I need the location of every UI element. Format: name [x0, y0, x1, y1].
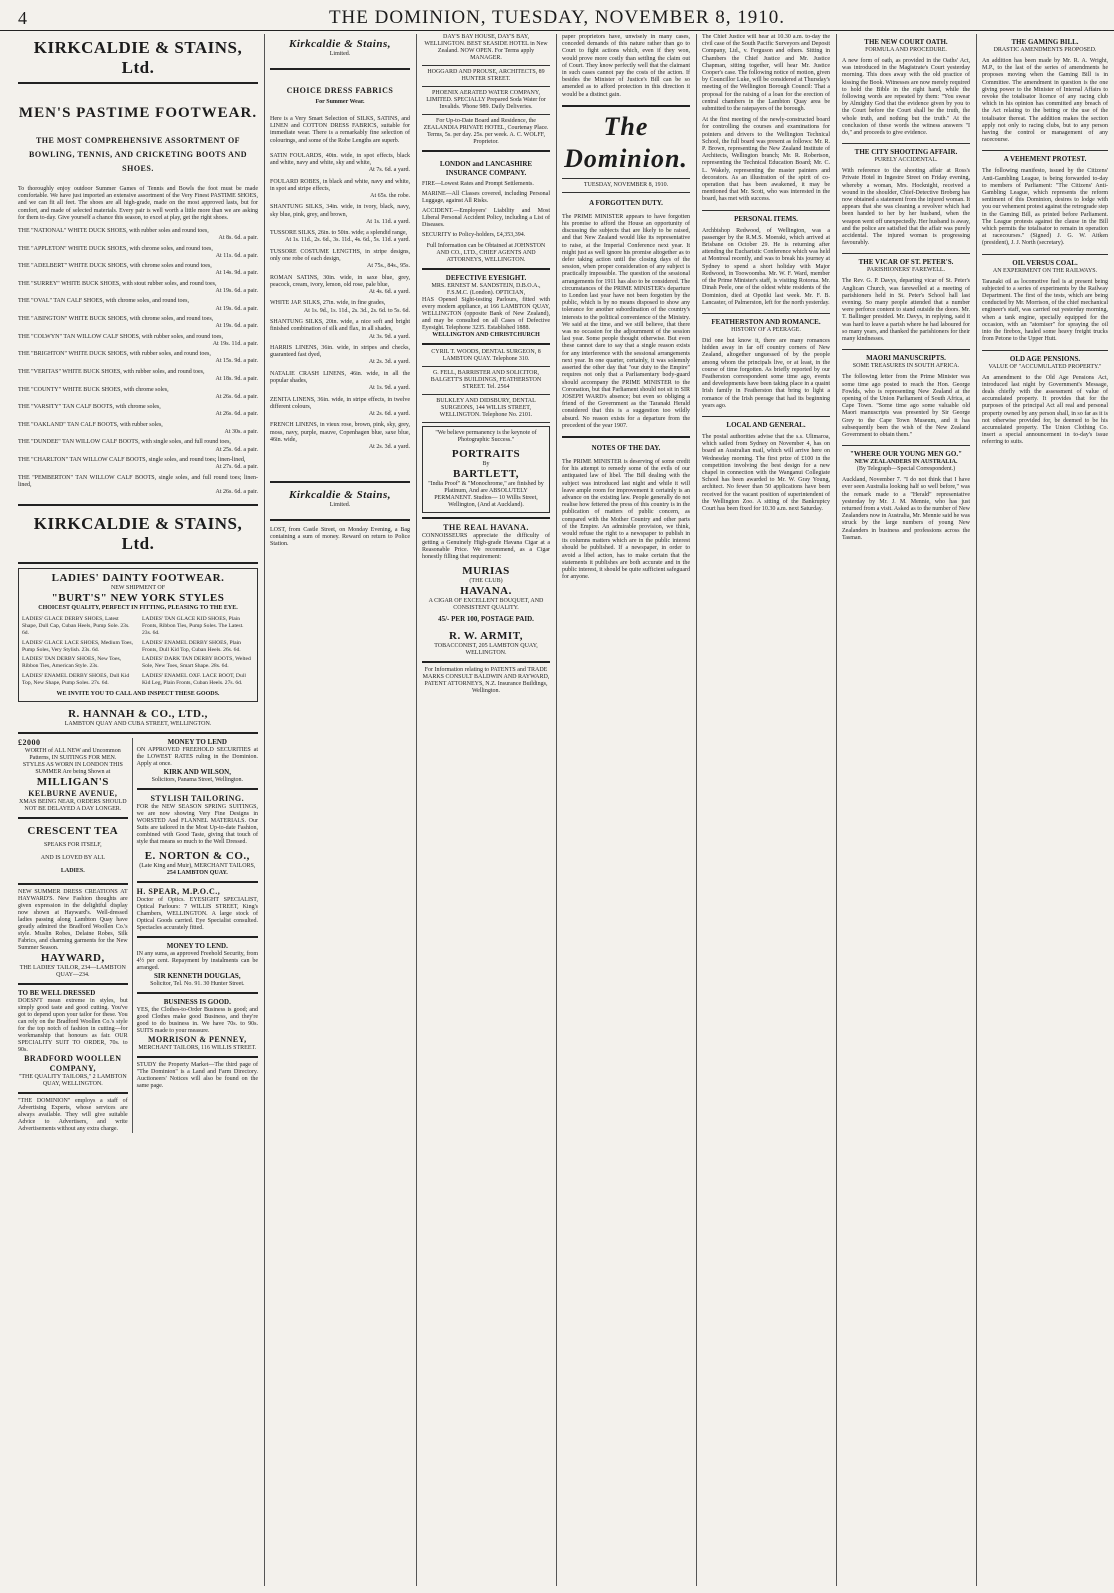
item-name: FRENCH LINENS, in vieux rose, brown, pink, sky, grey, moss, navy, purple, mauve, Copenhagen blue, saxe blue, 46in. wide,: [270, 422, 410, 443]
item-name: THE "SURREY" WHITE BUCK SHOES, with stout rubber soles, and round toes,: [18, 280, 217, 287]
advert-text: YES, the Clothes-to-Order Business is good; and good Clothes make good Business, and they're good to do business in. We have 70s. to 90s. SUITS made to your measure.: [136, 1006, 258, 1034]
advert-text: DOESN'T mean extreme in styles, but simply good taste and good cutting. You've got to depend upon your tailor for these. You can rely on the Bradford Woollen Co.'s style for the top notch of fashion in cutting—for workmanship that honours as fair. OUR SPECIALITY SUIT TO ORDER, 70s. to 90s.: [18, 997, 128, 1053]
advert-note: XMAS BEING NEAR, ORDERS SHOULD NOT BE DELAYED A DAY LONGER.: [19, 798, 127, 812]
item-name: NATALIE CRASH LINENS, 46in. wide, in all the popular shades,: [270, 370, 410, 384]
advert-brand-sub: Limited.: [329, 51, 351, 57]
item-price: At 3s. 9d. a yard.: [368, 333, 410, 340]
advert-text: Full Information can be Obtained at JOHNSTON AND CO., LTD., CHIEF AGENTS AND ATTORNEYS, WELLINGTON.: [426, 243, 546, 263]
section-subtitle: AN EXPERIMENT ON THE RAILWAYS.: [992, 267, 1098, 274]
article-text: An addition has been made by Mr. R. A. Wright, M.P., to the last of the series of amendments he proposes moving when the Gaming Bill is in Committee. The amendment in question is the one giving power to the Minister of Internal Affairs to revoke the totalisator licence of any racing club which in his opinion has committed any breach of the Act relating to the betting or the use of the totalisator thereat. The addition makes the section apply not only to racing clubs, but to any person having the control or management of any racecourse.: [982, 58, 1108, 144]
advert-title: BARTLETT,: [453, 468, 519, 480]
advert-title: R. W. ARMIT,: [449, 630, 523, 642]
advert-text: A CIGAR OF EXCELLENT BOUQUET, AND CONSISTENT QUALITY.: [428, 598, 544, 611]
advert-text: (Late King and Muir), MERCHANT TAILORS,: [139, 862, 256, 869]
list-item: [18, 422, 258, 437]
list-item: [18, 281, 258, 296]
list-item: LADIES' TAN GLACE KID SHOES, Plain Fronts, Ribbon Ties, Pump Soles. The Latest. 23s. 6d.: [142, 616, 244, 636]
advert-address: 254 LAMBTON QUAY.: [166, 869, 228, 876]
card-list: [422, 349, 550, 423]
newspaper-logo: The Dominion.: [564, 111, 688, 173]
item-price: At 14s. 9d. a pair.: [215, 270, 258, 277]
notice-item: HOGGARD AND PROUSE, ARCHITECTS, 89 HUNTER STREET.: [427, 69, 545, 82]
column-rule: [976, 34, 977, 1586]
list-item: [270, 249, 410, 271]
advert-title: BUSINESS IS GOOD.: [163, 997, 231, 1006]
advert-title: HAYWARD,: [40, 951, 105, 964]
col1-lower-row: [18, 738, 258, 1133]
section-subtitle: HISTORY OF A PEERAGE.: [731, 326, 801, 333]
list-item: [18, 351, 258, 366]
list-item: [18, 457, 258, 472]
advert-title: MURIAS: [462, 565, 510, 577]
list-item: [270, 371, 410, 393]
fabric-list: [270, 153, 410, 452]
advert-headline: MEN'S PASTIME FOOTWEAR.: [18, 105, 258, 121]
leader-text: The PRIME MINISTER appears to have forgotten his promise to afford the House an opportunity of discussing the subjects that are likely to be raised, and that New Zealand would like its representative to raise, at the Imperial Conference next year. It might just as well ignore his promise altogether as to defer taking action until the closing days of the session, when proper consideration of any subject is practically impossible. The question of the sessional arrangements for 1911 has also to be considered. The circumstances of the PRIME MINISTER's departure to London last year have not been forgotten by the public, which is by no means disposed to show any tolerance for another subordination of the country's interests to the political convenience of the Ministry. We said at the time, and we still believe, that there was no occasion for the adjournment of the session last year. Some people thought otherwise. But even these cannot dare to say that a single reason exists for any interference with the sessional arrangements next year. In one quarter, certainly, it was solemnly asserted the other day that "our duty to the Empire" requires not only that a Parliamentary body-guard should accompany the PRIME MINISTER to the Coronation, but that Parliament should not sit in SIR JOSEPH WARD's absence; but even so obliging a friend of the Government as the Taranaki Herald considered that this is a suggestion too wildly absurd. No reason exists for a departure from the precedent of the year 1907.: [562, 213, 690, 429]
list-item: [18, 404, 258, 419]
item-price: At 26s. 6d. a pair.: [215, 393, 258, 400]
column-6: [842, 34, 970, 1586]
advert-intro: Here is a Very Smart Selection of SILKS, SATINS, and LINEN and COTTON DRESS FABRICS, suitable for immediate wear. There is a remarkably fine selection of colourings, and some of the Robe Lengths are superb.: [270, 116, 410, 144]
section-subtitle: NEW ZEALANDERS IN AUSTRALIA.: [854, 459, 958, 466]
list-item: [18, 298, 258, 313]
item-name: THE "VERITAS" WHITE BUCK SHOES, with rubber soles, and round toes,: [18, 368, 205, 375]
ladies-footwear-advert: [18, 568, 258, 701]
advert-lead: TO BE WELL DRESSED: [18, 988, 96, 997]
section-subtitle: PURELY ACCIDENTAL.: [874, 157, 938, 164]
article-text: Auckland, November 7. "I do not think that I have ever seen Australia looking half so well before," was the remark made to a "Herald" representative yesterday by Mr. J. M. Mennie, who has just returned from a visit. Asked as to the number of New Zealanders now in Australia, Mr. Mennie said he was struck by the large numbers of young New Zealanders in business and professions across the Tasman.: [842, 477, 970, 541]
advert-subhead: NEW SHIPMENT OF: [110, 585, 166, 592]
item-name: THE "OAKLAND" TAN CALF BOOTS, with rubber soles,: [18, 421, 163, 428]
advert-address: LAMBTON QUAY AND CUBA STREET, WELLINGTON.: [64, 720, 212, 727]
card-item: G. FELL, BARRISTER AND SOLICITOR, BALGETT'S BUILDINGS, FEATHERSTON STREET. Tel. 2564: [430, 370, 542, 390]
column-4: [562, 34, 690, 1586]
section-title: LOCAL AND GENERAL.: [726, 420, 806, 429]
item-name: THE "NATIONAL" WHITE DUCK SHOES, with rubber soles and round toes,: [18, 228, 209, 235]
advert-subhead: "BURT'S" NEW YORK STYLES: [51, 592, 225, 605]
article-text: At the first meeting of the newly-constructed board for controlling the courses and examinations for pointers and drivers to the Wellington Technical School, the full board was present as follows: Mr. R. P. Brown, representing the New Zealand Institute of Architects, Wellington branch; Mr. R. Robertson, representing the Technical Education Board; Mr. C. L. Wakely, representing the master painters and decorators. As an illustration of the spirit of co-operation that has been awakened, it may be mentioned that Mr. Scott, who was interested in the board, has met with success.: [702, 117, 830, 203]
notes-text: The PRIME MINISTER is deserving of some credit for his attempt to remedy some of the evils of our antiquated law of libel. The Bill dealing with the subject was introduced last night and while it will leave ample room for improvement it certainly is an advance on the existing law. People generally do not realise how fettered the press of this country is in the publication of matters of public concern, as compared with the Mother Country and other parts of the Empire. An admirable provision, we think, would refuse the right to a newspaper to publish in its columns matters which are in the public interest should be published. If a newspaper, in order to avoid a libel action, has to make certain that the statements it publishes are both accurate and in the public interest, it should be quite sufficient safeguard for anyone.: [562, 458, 690, 581]
advert-title: HAVANA.: [460, 585, 512, 597]
list-item: [270, 153, 410, 175]
advert-text: FOR the NEW SEASON SPRING SUITINGS, we are now showing Very Fine Designs in WORSTED And FLANNEL MATERIALS. Our Suits are tailored in the Most Up-to-date Fashion, combined with Good Taste, giving that touch of style that means so much to the Well Dressed.: [136, 803, 258, 845]
list-item: [270, 230, 410, 245]
section-subtitle: PARISHIONERS' FAREWELL.: [866, 267, 946, 274]
section-title: PERSONAL ITEMS.: [734, 214, 798, 223]
advert-text: (THE CLUB): [469, 578, 503, 584]
column-2: [270, 34, 410, 1586]
section-subtitle: VALUE OF "ACCUMULATED PROPERTY.": [988, 363, 1102, 370]
section-title: OIL VERSUS COAL.: [1012, 258, 1078, 267]
advert-address: Solicitor, Tel. No. 91. 30 Hunter Street.: [150, 980, 245, 987]
advert-headline: LADIES' DAINTY FOOTWEAR.: [51, 572, 225, 585]
item-price: At 18s. 9d. a pair.: [215, 376, 258, 383]
advert-text: "THE DOMINION" employs a staff of Advertising Experts, whose services are always available. They will give suitable Advice to Advertisers, and write Advertisements without any extra charge.: [18, 1097, 128, 1132]
advert-title: THE REAL HAVANA.: [443, 523, 529, 532]
item-name: TUSSORE SILKS, 26in. to 50in. wide; a splendid range,: [270, 230, 407, 237]
list-item: [18, 246, 258, 261]
section-subtitle: SOME TREASURES IN SOUTH AFRICA.: [852, 363, 960, 370]
section-title: MAORI MANUSCRIPTS.: [866, 354, 946, 363]
advert-title: CRESCENT TEA: [27, 824, 119, 837]
item-name: THE "APPLETON" WHITE DUCK SHOES, with chrome soles, and round toes,: [18, 245, 213, 252]
col1-lower-left: [18, 738, 128, 1133]
list-item: FIRE—Lowest Rates and Prompt Settlements.: [422, 181, 534, 187]
col1-lower-right: [132, 738, 258, 1133]
article-text: Archbishop Redwood, of Wellington, was a passenger by the R.M.S. Moeraki, which arrived at Brisbane on October 29. He is returning after attending the Eucharistic Conference which was held at Montreal recently, and was to break his journey at Sydney to spend a short holiday with Major Redwood, in Toowoomba. Mr. W. F. Ward, member of the Prime Minister's staff, is visiting Rotorua. Mr. Dinah Peele, one of the oldest white residents of the Dominion, died at Opotiki last week. Mr. F. B. Lancaster, of Palmerston, left for the north yesterday.: [702, 227, 830, 306]
item-name: WHITE JAP. SILKS, 27in. wide, in fine grades,: [270, 300, 386, 307]
item-price: At 19s. 6d. a pair.: [215, 323, 258, 330]
list-item: [270, 300, 410, 315]
advert-brand: Kirkcaldie & Stains,: [289, 489, 391, 502]
item-name: THE "OVAL" TAN CALF SHOES, with chrome soles, and round toes,: [18, 298, 190, 305]
advert-address: WELLINGTON AND CHRISTCHURCH: [432, 332, 540, 338]
advert-title: LONDON and LANCASHIRE INSURANCE COMPANY.: [439, 160, 533, 177]
list-item: [270, 319, 410, 341]
item-price: At 2s. 3d. a yard.: [368, 443, 410, 450]
section-subtitle: FORMULA AND PROCEDURE.: [865, 47, 947, 53]
divider: [422, 422, 550, 423]
advert-text: CONNOISSEURS appreciate the difficulty of getting a Genuinely High-grade Havana Cigar at a Reasonable Price. We recommend, as a Cigar honestly filling that requirement:: [422, 533, 550, 560]
item-name: THE "ABINGTON" WHITE BUCK SHOES, with chrome soles, and round toes,: [18, 316, 214, 323]
advert-title: MONEY TO LEND: [167, 737, 227, 746]
advert-title: PORTRAITS: [451, 448, 521, 460]
advert-title: H. SPEAR, M.P.O.C.,: [136, 886, 221, 896]
masthead-title: THE DOMINION, TUESDAY, NOVEMBER 8, 1910.: [328, 7, 786, 28]
advert-text: IN any sums, as approved Freehold Security, from 4½ per cent. Repayment by instalments can be arranged.: [136, 950, 258, 971]
notice-item: PHOENIX AERATED WATER COMPANY, LIMITED. SPECIALLY Prepared Soda Water for Invalids. 'Phone 989. Daily Deliveries.: [426, 90, 546, 110]
section-title: OLD AGE PENSIONS.: [1009, 354, 1081, 363]
item-name: THE "VARSITY" TAN CALF BOOTS, with chrome soles,: [18, 404, 161, 411]
divider: [422, 366, 550, 367]
list-item: [270, 204, 410, 226]
advert-brand-sub: Limited.: [329, 502, 351, 509]
advert-title: MONEY TO LEND.: [166, 941, 228, 950]
item-name: THE "COUNTY" WHITE BUCK SHOES, with chrome soles,: [18, 386, 169, 393]
advert-title: STYLISH TAILORING.: [150, 793, 245, 803]
item-price: At 26s. 6d. a pair.: [215, 411, 258, 418]
advert-address: TOBACCONIST, 205 LAMBTON QUAY, WELLINGTON.: [434, 643, 538, 656]
column-1: [18, 34, 258, 1586]
list-item: [18, 387, 258, 402]
article-text: Taranaki oil as locomotive fuel is at present being subjected to a series of experiments by the Railway Department. The first of the tests, which are being conducted by Mr. Morrison, of the chief mechanical engineer's staff, was carried out yesterday morning, when a tank engine, specially equipped for the occasion, with an "atomiser" for spraying the oil into the firebox, hauled some heavy freight trucks from Petone to the Upper Hutt.: [982, 278, 1108, 343]
item-price: At 19s. 6d. a pair.: [215, 305, 258, 312]
list-item: LADIES' GLACE LACE SHOES, Medium Toes, Pump Soles, Very Stylish. 23s. 6d.: [22, 639, 133, 653]
column-rule: [416, 34, 417, 1586]
advert-title: SIR KENNETH DOUGLAS,: [154, 971, 241, 980]
item-price: At 1s. 11d., 2s. 6d., 3s. 11d., 4s. 6d., 5s. 11d. a yard.: [285, 237, 410, 244]
item-price: At 75s., 84s., 95s.: [366, 263, 410, 270]
section-title: THE CITY SHOOTING AFFAIR.: [854, 148, 958, 157]
insurance-list: [422, 181, 550, 239]
article-text: The following letter from the Prime Minister was some time ago posted to reach the Hon. George Fowlds, who is representing New Zealand at the opening of the Union Parliament of South Africa, at Cape Town. "Some time ago some valuable old Maori manuscripts was presented by Sir George Grey to the Cape Town Museum, and it has subsequently been the wish of the New Zealand Government to obtain them.": [842, 374, 970, 438]
advert-brand: KIRKCALDIE & STAINS, Ltd.: [33, 514, 243, 554]
advert-quote: "We believe permanency is the keynote of Photographic Success.": [435, 430, 537, 443]
page-number: 4: [18, 8, 27, 28]
advert-text: LADIES.: [60, 867, 85, 874]
list-item: [270, 345, 410, 367]
notes-title: NOTES OF THE DAY.: [591, 443, 661, 452]
column-rule: [696, 34, 697, 1586]
list-item: LADIES' ENAMEL OXF. LACE BOOT, Dull Kid Leg, Plain Fronts, Cuban Heels. 27s. 6d.: [142, 672, 246, 686]
advert-address: "THE QUALITY TAILORS," 2 LAMBTON QUAY, WELLINGTON.: [18, 1073, 127, 1087]
item-name: ROMAN SATINS, 30in. wide, in saxe blue, grey, peacock, cream, ivory, lemon, old rose, pale blue,: [270, 274, 410, 288]
article-text: The following manifesto, issued by the Citizens' Anti-Gambling League, is being forwarded to-day to members of Parliament: "The Citizens' Anti-Gambling League, which represents the reform sentiment of this Dominion, desires to lodge with you our vehement protest against the retrograde step in the Gaming Bill, as printed before Parliament. The League protests against the clause in the Bill which permits the totalisator to remain in operation at racecourses." (Signed) J. G. W. Aitken (president), J. J. North (secretary).: [982, 168, 1108, 247]
list-item: [18, 475, 258, 497]
byline: (By Telegraph—Special Correspondent.): [856, 466, 956, 473]
advert-headline: CHOICE DRESS FABRICS: [286, 86, 394, 95]
notice-list: [422, 34, 550, 146]
section-title: A VEHEMENT PROTEST.: [1003, 155, 1087, 164]
item-name: THE "BRIGHTON" WHITE DUCK SHOES, with rubber soles, and round toes,: [18, 351, 211, 358]
advert-text: WORTH of ALL NEW and Uncommon Patterns, IN SUITINGS FOR MEN. STYLES AS WORN IN LONDON THIS SUMMER Are being Shown at: [22, 747, 123, 775]
item-price: At 27s. 6d. a pair.: [215, 464, 258, 471]
item-name: THE "DUNDEE" TAN WILLOW CALF BOOTS, with single soles, and full round toes,: [18, 439, 231, 446]
item-price: At 65s. the robe.: [370, 193, 410, 200]
card-item: BULKLEY AND DIDSBURY, DENTAL SURGEONS, 144 WILLIS STREET, WELLINGTON. Telephone No. 2101.: [436, 398, 536, 418]
lost-notice: LOST, from Castle Street, on Monday Evening, a Bag containing a sum of money. Reward on return to Police Station.: [270, 527, 410, 548]
advert-subhead: THE MOST COMPREHENSIVE ASSORTMENT OF BOWLING, TENNIS, AND CRICKETING BOOTS AND SHOES.: [29, 136, 247, 173]
column-rule: [264, 34, 265, 1586]
article-text: Did one but know it, there are many romances hidden away in far off country corners of New Zealand, altogether unguessed of by the people among whom the principals live, or at least, in the course of time forgotten. As briefly reported by our Featherston correspondent some time ago, events and developments have been taking place in a quaint Irish family in Featherston that bring to light a romance of the Irish peerage that had its beginning years ago.: [702, 337, 830, 409]
item-price: At 25s. 6d. a pair.: [215, 446, 258, 453]
advert-text: Doctor of Optics. EYESIGHT SPECIALIST, Optical Parlours: 7 WILLIS STREET, King's Chambers, WELLINGTON. A large stock of Optical Goods carried. Eye Specialist consulted. Spectacles accurately fitted.: [136, 896, 258, 931]
item-price: At 11s. 6d. a pair.: [215, 252, 258, 259]
column-rule: [836, 34, 837, 1586]
item-price: At 2s. 3d. a yard.: [368, 359, 410, 366]
leader-title: A FORGOTTEN DUTY.: [589, 198, 663, 207]
item-price: At 4s. 6d. a yard.: [368, 289, 410, 296]
section-title: THE NEW COURT OATH.: [864, 38, 948, 46]
list-item: [270, 179, 410, 201]
advert-text: MRS. ERNEST M. SANDSTEIN, D.B.O.A., F.S.M.C. (London). OPTICIAN,: [431, 283, 541, 296]
item-name: THE "PEMBERTON" TAN WILLOW CALF BOOTS, single soles, and full round toes; linen-lined,: [18, 474, 258, 488]
advert-title: DEFECTIVE EYESIGHT.: [445, 274, 527, 282]
advert-title: MORRISON & PENNEY,: [147, 1034, 247, 1044]
list-item: [18, 316, 258, 331]
item-name: TUSSORE COSTUME LENGTHS, in stripe designs, only one robe of each design,: [270, 248, 410, 263]
card-item: CYRIL T. WOODS, DENTAL SURGEON, 8 LAMBTON QUAY. Telephone 310.: [431, 349, 541, 362]
list-item: ACCIDENT.—Employers' Liability and Most Liberal Personal Accident Policy, including a List of Diseases.: [422, 208, 550, 228]
article-text: With reference to the shooting affair at Ross's Private Hotel in Ingestre Street on Friday evening, whereby a woman, Mrs. Hocknight, received a wound in the shoulder, Chief-Detective Broberg has now obtained a statement from the injured woman. It appears that she was cleaning a revolver which had been handed to her by her husband, when the weapon went off unexpectedly. Her husband is away, and the police are satisfied that the affair was purely accidental. The injured woman is progressing favourably.: [842, 168, 970, 247]
advert-text: ON APPROVED FREEHOLD SECURITIES at the LOWEST RATES ruling in the Dominion. Apply at once.: [136, 746, 258, 767]
item-price: At 1s. 9d. a yard.: [368, 385, 410, 392]
list-item: [270, 397, 410, 419]
item-price: At 19s. 6d. a pair.: [215, 288, 258, 295]
advert-address: KELBURNE AVENUE,: [28, 788, 118, 798]
advert-footer: WE INVITE YOU TO CALL AND INSPECT THESE GOODS.: [56, 690, 220, 697]
section-title: "WHERE OUR YOUNG MEN GO.": [850, 450, 962, 459]
advert-address: THE LADIES' TAILOR, 234—LAMBTON QUAY—234.: [19, 964, 126, 978]
item-price: At 19s. 11d. a pair.: [212, 340, 258, 347]
list-item: LADIES' DARK TAN DERBY BOOTS, Welted Sole, New Toes, Smart Shape. 28s. 6d.: [142, 656, 251, 670]
item-price: At 8s. 6d. a pair.: [218, 235, 258, 242]
list-item: LADIES' ENAMEL DERBY SHOES, Plain Fronts, Dull Kid Top, Cuban Heels. 26s. 6d.: [142, 639, 241, 653]
item-price: At 1s. 9d., 1s. 11d., 2s. 3d., 2s. 6d. to 5s. 6d.: [303, 307, 410, 314]
article-text: A new form of oath, as provided in the Oaths' Act, was introduced in the Magistrate's Court yesterday morning. This does away with the old practice of kissing the Book. Witnesses are now merely required to hold the Bible in the right hand, while the following words are repeated by them: "You swear by Almighty God that the evidence given by you to the Court before the Court shall be the truth, the whole truth, and nothing but the truth." At the conclusion of these words the witness answers "I do," and proceeds to give evidence.: [842, 58, 970, 137]
article-text: The Chief Justice will hear at 10.30 a.m. to-day the civil case of the South Pacific Surveyors and Deposit Company, Ltd., v. Ferguson and others. Sitting in Chambers the Chief Justice and Mr. Justice Chapman, sitting together, will hear Mr. Justice Cooper's case. The following notice of motion, given by Councillor Luke, will be considered at Thursday's meeting of the Wellington Borough Council: That a proposal for the raising of a loan for the erection of central chambers in the Lambton Quay area be submitted to the ratepayers of the borough.: [702, 34, 830, 113]
article-text: The Rev. G. P. Davys, departing vicar of St. Peter's Anglican Church, was farewelled at a meeting of parishioners held in St. Peter's School hall last evening. So many people attended that a number were perforce content to stand outside the doors. Mr. T. Ballinger presided. Mr. Davys, in replying, said it was hard to leave a parish where he had laboured for so many years, and thanked the parishioners for their many kindnesses.: [842, 278, 970, 343]
advert-title: R. HANNAH & CO., LTD.,: [68, 707, 208, 720]
advert-price: 45/- PER 100, POSTAGE PAID.: [438, 615, 534, 623]
advert-brand: Kirkcaldie & Stains,: [289, 38, 391, 50]
list-item: [18, 228, 258, 243]
item-name: ZENITA LINENS, 36in. wide, in stripe effects, in twelve different colours,: [270, 396, 410, 410]
section-title: FEATHERSTON AND ROMANCE.: [711, 317, 821, 326]
section-title: THE GAMING BILL.: [1011, 38, 1079, 46]
advert-text: "India Proof" & "Monochrome," are finished by Platinum, And are ABSOLUTELY PERMANENT. Studios— 10 Willis Street, Wellington, (And at Auckland).: [428, 481, 544, 508]
article-text: paper proprietors have, unwisely in many cases, conceded demands of this nature rather than go to Court to fight actions which, even if they won, would prove more costly than settling the claim out of Court. They know perfectly well that the claimant in such cases cannot pay the costs of the action. If besides the Minister of Justice's Bill can be so amended as to afford protection in this direction it would be a distinct gain.: [562, 34, 690, 98]
item-name: THE "CHARLTON" TAN WILLOW CALF BOOTS, single soles, and round toes; linen-lined,: [18, 456, 246, 463]
advert-lead: £2000: [18, 737, 41, 747]
divider: [422, 65, 550, 66]
item-name: HARRIS LINENS, 36in. wide, in stripes and checks, guaranteed fast dyed,: [270, 344, 410, 359]
divider: [422, 394, 550, 395]
ladies-shoe-list: [22, 616, 254, 686]
list-item: LADIES' ENAMEL DERBY SHOES, Dull Kid Top, New Shape, Pump Soles. 27s. 6d.: [22, 672, 130, 686]
advert-text: For Information relating to PATENTS and TRADE MARKS CONSULT BALDWIN AND RAYWARD, PATENT ATTORNEYS, N.Z. Insurance Buildings, Wellington.: [422, 667, 550, 694]
item-price: At 15s. 9d. a pair.: [215, 358, 258, 365]
item-price: At 7s. 6d. a yard.: [368, 167, 410, 174]
portrait-advert: [422, 426, 550, 513]
section-subtitle: DRASTIC AMENDMENTS PROPOSED.: [993, 47, 1097, 53]
column-3: [422, 34, 550, 1586]
advert-subhead: CHOICEST QUALITY, PERFECT IN FITTING, PLEASING TO THE EYE.: [38, 605, 238, 612]
list-item: [270, 275, 410, 297]
list-item: [18, 369, 258, 384]
advert-text: HAS Opened Sight-testing Parlours, fitted with every modern appliance, at 166 LAMBTON QUAY, WELLINGTON (opposite Bank of New Zealand), and may be consulted on all Cases of Defective Eyesight. Telephone 3235. Established 1888.: [422, 297, 550, 331]
issue-date: TUESDAY, NOVEMBER 8, 1910.: [583, 181, 669, 188]
item-name: THE "COLWYN" TAN WILLOW CALF SHOES, with rubber soles, and round toes,: [18, 333, 223, 340]
article-text: An amendment to the Old Age Pensions Act, introduced last night by Government's Message, deals chiefly with the assessment of value of accumulated property. It provides that for the purposes of the principal Act all real and personal property owned by any person shall, in so far as it is not otherwise provided for, be deemed to be his accumulated property. The Union Clothing Co. insert a special announcement in to-day's issue referring to suits.: [982, 374, 1108, 446]
advert-address: Solicitors, Panama Street, Wellington.: [151, 776, 244, 783]
list-item: MARINE—All Classes covered, including Personal Luggage, against All Risks.: [422, 191, 550, 204]
advert-title: BRADFORD WOOLLEN COMPANY,: [24, 1053, 122, 1073]
notice-item: For Up-to-Date Board and Residence, the ZEALANDIA PRIVATE HOTEL, Courtenay Place. Terms, 5s. per day. 25s. per week. A. C. WOLFF, Proprietor.: [423, 118, 549, 145]
advert-text: STUDY the Property Market—The third page of "The Dominion" is a Land and Farm Directory. Auctioneers' Notices will also be found on the same page.: [136, 1061, 258, 1089]
item-name: SATIN FOULARDS, 40in. wide, in spot effects, black and white, navy and white, sky and white,: [270, 152, 410, 167]
item-name: FOULARD ROBES, in black and white, navy and white, in spot and stripe effects,: [270, 178, 410, 192]
list-item: SECURITY to Policy-holders, £4,353,394.: [422, 232, 526, 238]
advert-brand: KIRKCALDIE & STAINS, Ltd.: [33, 38, 243, 77]
advert-text: By: [482, 461, 490, 467]
list-item: [18, 334, 258, 349]
item-price: At 30s. a pair.: [224, 428, 258, 435]
advert-subhead: For Summer Wear.: [315, 99, 365, 105]
item-name: SHANTUNG SILKS, 34in. wide, in ivory, black, navy, sky blue, pink, grey, and brown,: [270, 204, 410, 218]
notice-item: DAY'S BAY HOUSE, DAY'S BAY, WELLINGTON. BEST SEASIDE HOTEL in New Zealand. NOW OPEN. For Terms apply MANAGER.: [424, 34, 548, 61]
list-item: [18, 439, 258, 454]
column-5: [702, 34, 830, 1586]
divider: [422, 86, 550, 87]
item-price: At 2s. 6d. a yard.: [368, 410, 410, 417]
item-name: THE "ADELBERT" WHITE DUCK SHOES, with chrome soles and round toes,: [18, 263, 212, 270]
advert-title: KIRK AND WILSON,: [163, 767, 231, 776]
advert-title: MILLIGAN'S: [36, 775, 109, 788]
advert-title: E. NORTON & CO.,: [144, 849, 250, 862]
masthead: [0, 6, 1114, 31]
article-text: The postal authorities advise that the s.s. Ulimaroa, which sailed from Sydney on November 4, has on board an Australian mail, which will arrive here on Wednesday morning. The first prize of £100 in the competition involving the best design for a new chapel in connection with the Wanganui Collegiate School has been awarded to Mr. W. Gray Young, architect. No fewer than 50 applications have been received for the vacant position of superintendent of the Wellington Zoo. A sitting of the Bankruptcy Court has been fixed for 10.30 a.m. next Saturday.: [702, 433, 830, 512]
advert-text: SPEAKS FOR ITSELF,: [43, 841, 102, 848]
list-item: LADIES' TAN DERBY SHOES, New Toes, Ribbon Ties, American Style. 23s.: [22, 656, 122, 670]
divider: [422, 114, 550, 115]
advert-text: NEW SUMMER DRESS CREATIONS AT HAYWARD'S. New Fashion thoughts are given expression in the delightful display now shown at Hayward's. Well-dressed ladies passing along Lambton Quay have greatly admired the Bradford Woollen Co.'s style. Muslin Robes, Delaine Robes, Silk Fabrics, and charming garments for the New Summer Season.: [18, 888, 128, 951]
list-item: [270, 422, 410, 451]
advert-address: MERCHANT TAILORS, 116 WILLIS STREET.: [138, 1044, 257, 1051]
column-rule: [556, 34, 557, 1586]
advert-text: AND IS LOVED BY ALL: [40, 854, 105, 861]
list-item: LADIES' GLACE DERBY SHOES, Latest Shape, Dull Cap, Cuban Heels, Pump Sole. 23s. 6d.: [22, 616, 130, 636]
item-name: SHANTUNG SILKS, 20in. wide, a nice soft and bright finished combination of silk and flax, in all shades,: [270, 319, 410, 333]
advert-intro: To thoroughly enjoy outdoor Summer Games of Tennis and Bowls the foot must be made comfortable. We have just imported an extensive assortment of the Very Finest PASTIME SHOES, and we can fit all feet. The shoes are all high-grade, made on the most approved lasts, but for comfort, and made of selected materials. Every pair is well worth a little more than we are asking for them to-day. Give yourself a chance this season, to excel at play, get the right shoes.: [18, 186, 258, 221]
list-item: [18, 263, 258, 278]
shoe-list: [18, 228, 258, 496]
column-7: [982, 34, 1108, 1586]
section-title: THE VICAR OF ST. PETER'S.: [858, 258, 954, 267]
item-price: At 26s. 6d. a pair.: [215, 488, 258, 495]
item-price: At 1s. 11d. a yard.: [366, 218, 410, 225]
